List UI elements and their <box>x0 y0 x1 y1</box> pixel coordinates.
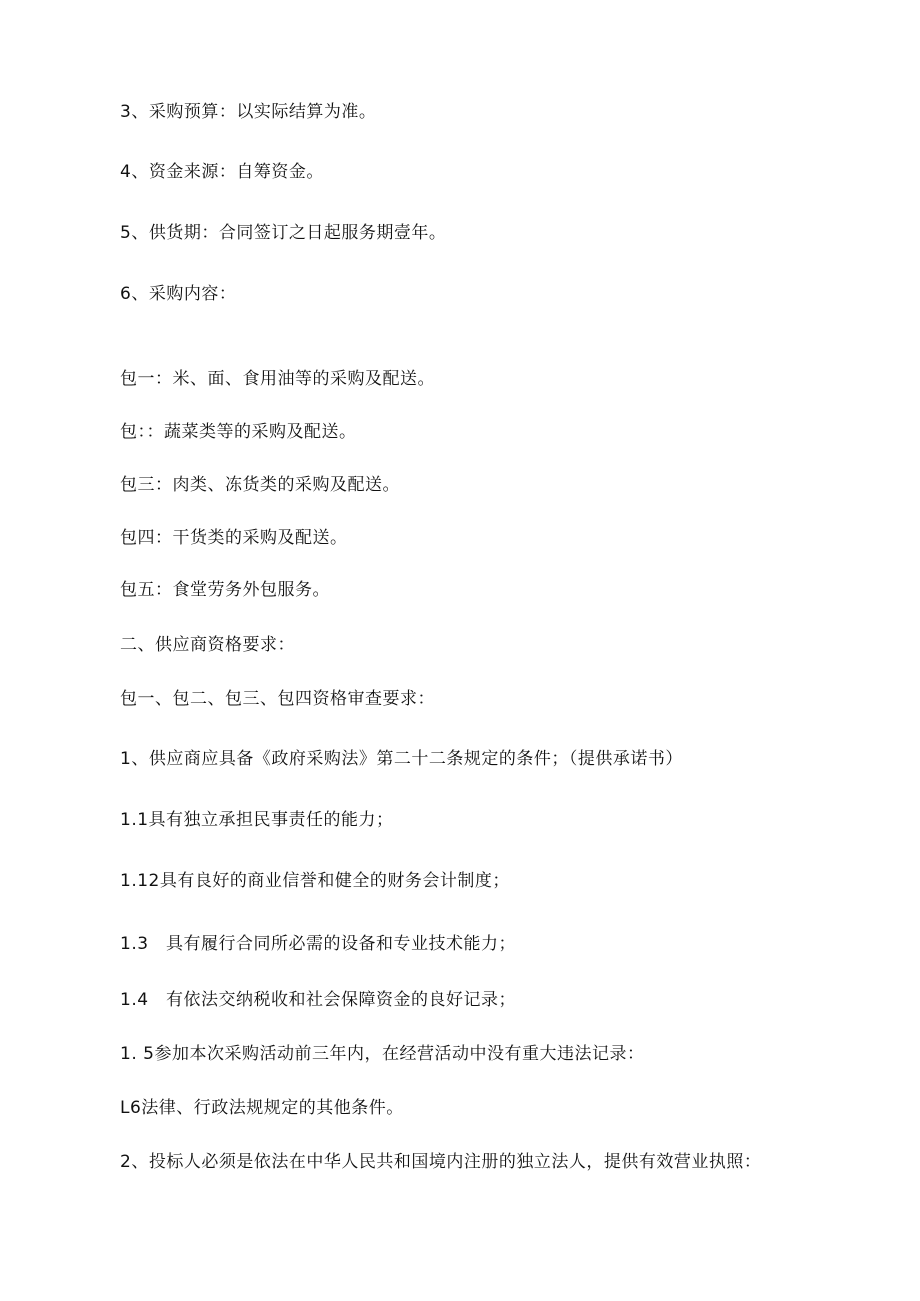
package-four-line: 包四：干货类的采购及配送。 <box>120 528 348 548</box>
requirement-1-4-line: 1.4 有依法交纳税收和社会保障资金的良好记录； <box>120 990 517 1010</box>
procurement-content-heading: 6、采购内容： <box>120 284 237 304</box>
packages-review-requirements-line: 包一、包二、包三、包四资格审查要求： <box>120 689 435 709</box>
requirement-2-line: 2、投标人必须是依法在中华人民共和国境内注册的独立法人，提供有效营业执照： <box>120 1152 762 1172</box>
requirement-1-3-line: 1.3 具有履行合同所必需的设备和专业技术能力； <box>120 934 517 954</box>
requirement-1-2-line: 1.12具有良好的商业信誉和健全的财务会计制度； <box>120 871 510 891</box>
supplier-qualification-heading: 二、供应商资格要求： <box>120 635 295 655</box>
funding-source-line: 4、资金来源：自筹资金。 <box>120 162 324 182</box>
package-five-line: 包五：食堂劳务外包服务。 <box>120 580 330 600</box>
supply-period-line: 5、供货期：合同签订之日起服务期壹年。 <box>120 223 447 243</box>
requirement-1-6-line: L6法律、行政法规规定的其他条件。 <box>120 1098 404 1118</box>
requirement-1-1-line: 1.1具有独立承担民事责任的能力； <box>120 810 394 830</box>
package-three-line: 包三：肉类、冻货类的采购及配送。 <box>120 475 400 495</box>
procurement-budget-line: 3、采购预算：以实际结算为准。 <box>120 102 377 122</box>
package-two-line: 包：：蔬菜类等的采购及配送。 <box>120 422 357 442</box>
package-one-line: 包一：米、面、食用油等的采购及配送。 <box>120 369 435 389</box>
requirement-1-5-line: 1. 5参加本次采购活动前三年内，在经营活动中没有重大违法记录： <box>120 1044 645 1064</box>
requirement-1-line: 1、供应商应具备《政府采购法》第二十二条规定的条件；（提供承诺书） <box>120 749 683 769</box>
